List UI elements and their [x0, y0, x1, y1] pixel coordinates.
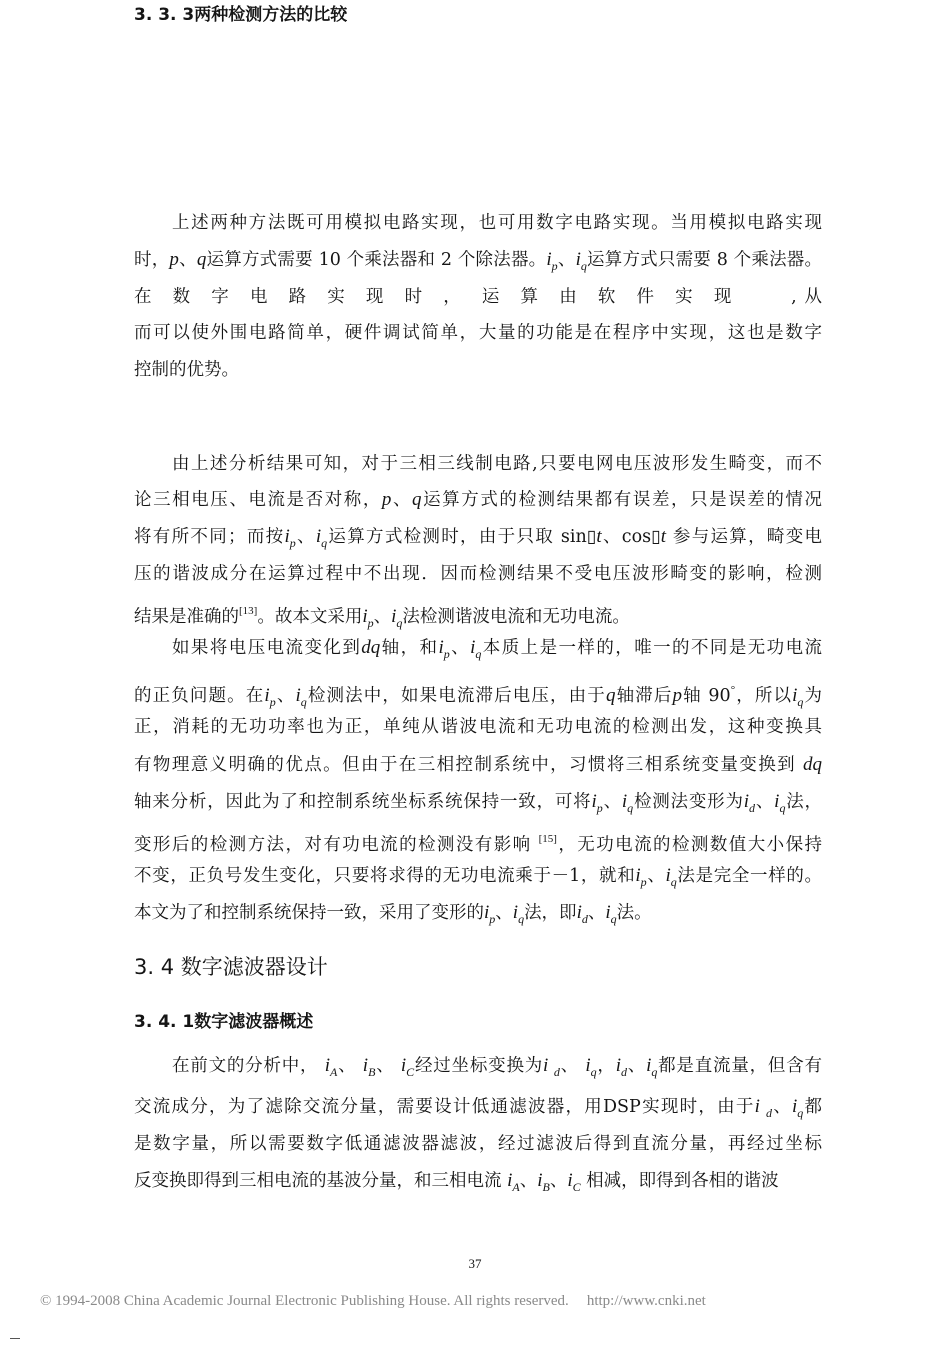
- math-variable: i: [621, 791, 628, 812]
- subscript: d: [581, 912, 588, 926]
- math-variable: i: [484, 902, 490, 923]
- subsection-heading: 3. 3. 3两种检测方法的比较: [134, 5, 348, 25]
- math-variable: i: [546, 249, 552, 270]
- math-variable: i: [774, 791, 780, 812]
- subscript: C: [572, 1180, 581, 1194]
- subscript: q: [580, 259, 587, 273]
- math-variable: i: [324, 1055, 330, 1076]
- math-variable: t: [596, 526, 602, 547]
- math-variable: i: [743, 791, 750, 812]
- copyright-notice: © 1994-2008 China Academic Journal Electronic Publishing House. All rights reserved.: [40, 1293, 569, 1309]
- paragraph-line: 变形后的检测方法，对有功电流的检测没有影响 [15]，无功电流的检测数值大小保持: [134, 833, 823, 855]
- math-variable: i: [575, 249, 581, 270]
- math-variable: t: [660, 526, 667, 547]
- subscript: p: [489, 912, 496, 926]
- math-variable: i: [791, 1096, 798, 1117]
- subscript: A: [512, 1180, 520, 1194]
- math-variable: i: [605, 902, 611, 923]
- paragraph-line: 而可以使外围电路简单，硬件调试简单，大量的功能是在程序中实现，这也是数字: [134, 323, 822, 343]
- subscript: p: [443, 647, 450, 661]
- math-variable: q: [605, 685, 616, 706]
- subscript: B: [542, 1180, 550, 1194]
- corner-mark: [10, 1338, 20, 1339]
- paragraph-line: 轴来分析，因此为了和控制系统坐标系统保持一致，可将$i_p$、$i_q$检测法变形为$i_d$、$i_q$法，: [134, 791, 823, 815]
- subscript: q: [670, 875, 677, 889]
- math-variable: i: [646, 1055, 652, 1076]
- subscript: q: [797, 1106, 804, 1120]
- math-variable: i: [537, 1170, 543, 1191]
- math-variable: q: [196, 249, 207, 270]
- math-variable: i: [391, 606, 397, 627]
- subscript: q: [779, 801, 786, 815]
- subscript: d: [765, 1106, 772, 1120]
- subscript: q: [651, 1065, 658, 1079]
- math-variable: i: [754, 1096, 766, 1117]
- math-variable: i: [400, 1055, 407, 1076]
- math-variable: i: [362, 606, 368, 627]
- paragraph-line: 结果是准确的[13]。故本文采用$i_p$、$i_q$法检测谐波电流和无功电流。: [134, 605, 630, 630]
- subscript: q: [396, 616, 403, 630]
- math-variable: i: [264, 685, 270, 706]
- math-variable: i: [295, 685, 301, 706]
- paragraph-line: 在 数 字 电 路 实 现 时 ， 运 算 由 软 件 实 现 ,从: [134, 287, 822, 307]
- paragraph-line: 有物理意义明确的优点。但由于在三相控制系统中，习惯将三相系统变量变换到 dq: [134, 754, 822, 775]
- math-variable: i: [284, 526, 290, 547]
- paragraph-line: 本文为了和控制系统保持一致，采用了变形的$i_p$、$i_q$法，即$i_d$、$i_q$法。: [134, 902, 652, 926]
- paragraph-line: 上述两种方法既可用模拟电路实现，也可用数字电路实现。当用模拟电路实现: [172, 213, 822, 233]
- math-variable: i: [585, 1055, 591, 1076]
- subscript: d: [553, 1065, 560, 1079]
- math-variable: dq: [803, 754, 822, 775]
- paragraph-line: 是数字量，所以需要数字低通滤波器滤波，经过滤波后得到直流分量，再经过坐标: [134, 1134, 822, 1154]
- math-variable: i: [792, 685, 798, 706]
- math-variable: q: [412, 489, 422, 510]
- paragraph-line: 时，p、q运算方式需要 10 个乘法器和 2 个除法器。$i_p$、$i_q$运算方式只需要 8 个乘法器。: [134, 249, 823, 273]
- math-variable: i: [362, 1055, 369, 1076]
- math-variable: i: [507, 1170, 513, 1191]
- footer: [40, 1293, 706, 1310]
- paragraph-line: 论三相电压、电流是否对称，p、q运算方式的检测结果都有误差，只是误差的情况: [134, 489, 823, 510]
- subscript: d: [620, 1065, 627, 1079]
- subscript: A: [330, 1065, 338, 1079]
- math-variable: p: [169, 249, 179, 270]
- superscript: °: [730, 684, 736, 696]
- paragraph-line: 正，消耗的无功功率也为正，单纯从谐波电流和无功电流的检测出发，这种变换具: [134, 717, 822, 737]
- paragraph-line: 由上述分析结果可知，对于三相三线制电路,只要电网电压波形发生畸变，而不: [172, 454, 822, 474]
- paragraph-line: 的正负问题。在$i_p$、$i_q$检测法中，如果电流滞后电压，由于q轴滞后p轴 90°，所以$i_q$为: [134, 684, 823, 709]
- subscript: q: [797, 695, 804, 709]
- subscript: q: [610, 912, 617, 926]
- subscript: q: [300, 695, 307, 709]
- math-variable: i: [470, 637, 476, 658]
- subscript: B: [368, 1065, 376, 1079]
- subscript: d: [749, 801, 756, 815]
- subscript: p: [596, 801, 603, 815]
- paragraph-line: 控制的优势。: [134, 360, 239, 380]
- subscript: p: [269, 695, 276, 709]
- subscript: q: [518, 912, 525, 926]
- paragraph-line: 不变，正负号发生变化，只要将求得的无功电流乘于－1，就和$i_p$、$i_q$法是完全一样的。: [134, 865, 823, 889]
- math-variable: i: [438, 637, 444, 658]
- subscript: q: [627, 801, 634, 815]
- subscript: p: [289, 536, 296, 550]
- math-variable: i: [591, 791, 597, 812]
- subscript: p: [551, 259, 558, 273]
- superscript: [15]: [538, 833, 557, 845]
- math-variable: dq: [361, 637, 381, 658]
- math-variable: i: [512, 902, 519, 923]
- section-heading: 3. 4 数字滤波器设计: [134, 955, 328, 979]
- paragraph-line: 反变换即得到三相电流的基波分量，和三相电流 $i_A$、$i_B$、$i_C$ 相减，即得到各相的谐波: [134, 1170, 779, 1194]
- paragraph-line: 如果将电压电流变化到dq轴，和$i_p$、$i_q$本质上是一样的，唯一的不同是无功电流: [172, 637, 823, 661]
- math-variable: i: [315, 526, 322, 547]
- math-variable: i: [615, 1055, 621, 1076]
- subscript: C: [406, 1065, 415, 1079]
- footer-url[interactable]: http://www.cnki.net: [586, 1293, 706, 1309]
- subscript: q: [321, 536, 328, 550]
- math-variable: p: [381, 489, 392, 510]
- math-variable: i: [576, 902, 582, 923]
- superscript: [13]: [239, 605, 258, 617]
- subsection-heading: 3. 4. 1数字滤波器概述: [134, 1012, 314, 1032]
- paragraph-line: 压的谐波成分在运算过程中不出现．因而检测结果不受电压波形畸变的影响，检测: [134, 564, 822, 584]
- math-variable: i: [543, 1055, 554, 1076]
- subscript: q: [590, 1065, 597, 1079]
- page-number: 37: [468, 1256, 482, 1271]
- math-variable: p: [672, 685, 682, 706]
- subscript: q: [475, 647, 482, 661]
- paragraph-line: 在前文的分析中， $i_A$、 $i_B$、 $i_C$经过坐标变换为i $_d$、 $i_q$，$i_d$、$i_q$都是直流量，但含有: [172, 1055, 822, 1079]
- subscript: p: [640, 875, 647, 889]
- paragraph-line: 交流成分，为了滤除交流分量，需要设计低通滤波器，用DSP实现时，由于i $_d$、$i_q$都: [134, 1096, 823, 1120]
- math-variable: i: [635, 865, 641, 886]
- subscript: p: [367, 616, 374, 630]
- paragraph-line: 将有所不同；而按$i_p$、$i_q$运算方式检测时，由于只取 sin▯t、cos▯t 参与运算，畸变电: [134, 526, 823, 550]
- math-variable: i: [665, 865, 671, 886]
- math-variable: i: [567, 1170, 573, 1191]
